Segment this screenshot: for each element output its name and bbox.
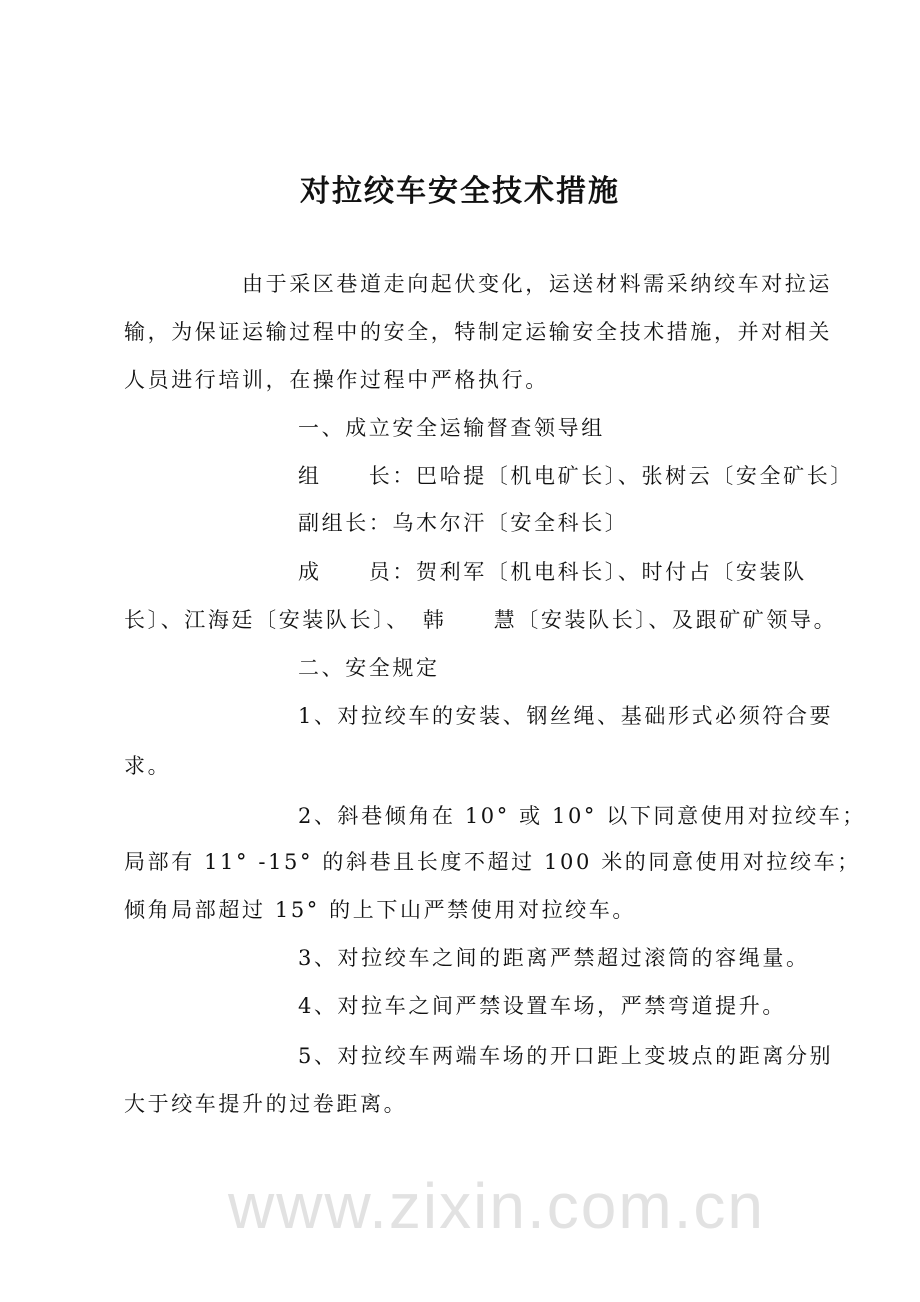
paragraph-line: 2、斜巷倾角在 10° 或 10° 以下同意使用对拉绞车； xyxy=(298,804,866,828)
paragraph-line: 求。 xyxy=(124,754,172,778)
paragraph-line: 成 员：贺利军〔机电科长〕、时付占〔安装队 xyxy=(298,560,807,584)
paragraph-line: 人员进行培训，在操作过程中严格执行。 xyxy=(124,368,549,392)
paragraph-line: 输，为保证运输过程中的安全，特制定运输安全技术措施，并对相关 xyxy=(124,320,832,344)
paragraph-line: 1、对拉绞车的安装、钢丝绳、基础形式必须符合要 xyxy=(298,704,834,728)
paragraph-line: 3、对拉绞车之间的距离严禁超过滚筒的容绳量。 xyxy=(298,946,810,970)
paragraph-line: 长〕、江海廷〔安装队长〕、 韩 慧〔安装队长〕、及跟矿矿领导。 xyxy=(124,608,838,632)
watermark: www.zixin.com.cn xyxy=(228,1170,765,1242)
paragraph-line: 副组长：乌木尔汗〔安全科长〕 xyxy=(298,511,629,535)
document-title: 对拉绞车安全技术措施 xyxy=(300,174,620,209)
section-heading: 一、成立安全运输督查领导组 xyxy=(298,416,605,440)
section-heading: 二、安全规定 xyxy=(298,656,440,680)
paragraph-line: 组 长：巴哈提〔机电矿长〕、张树云〔安全矿长〕 xyxy=(298,464,854,488)
paragraph-line: 倾角局部超过 15° 的上下山严禁使用对拉绞车。 xyxy=(124,898,636,922)
paragraph-line: 5、对拉绞车两端车场的开口距上变坡点的距离分别 xyxy=(298,1044,834,1068)
paragraph-line: 4、对拉车之间严禁设置车场，严禁弯道提升。 xyxy=(298,994,786,1018)
paragraph-line: 由于采区巷道走向起伏变化，运送材料需采纳绞车对拉运 xyxy=(242,272,832,296)
paragraph-line: 大于绞车提升的过卷距离。 xyxy=(124,1092,408,1116)
paragraph-line: 局部有 11° -15° 的斜巷且长度不超过 100 米的同意使用对拉绞车； xyxy=(124,850,861,874)
